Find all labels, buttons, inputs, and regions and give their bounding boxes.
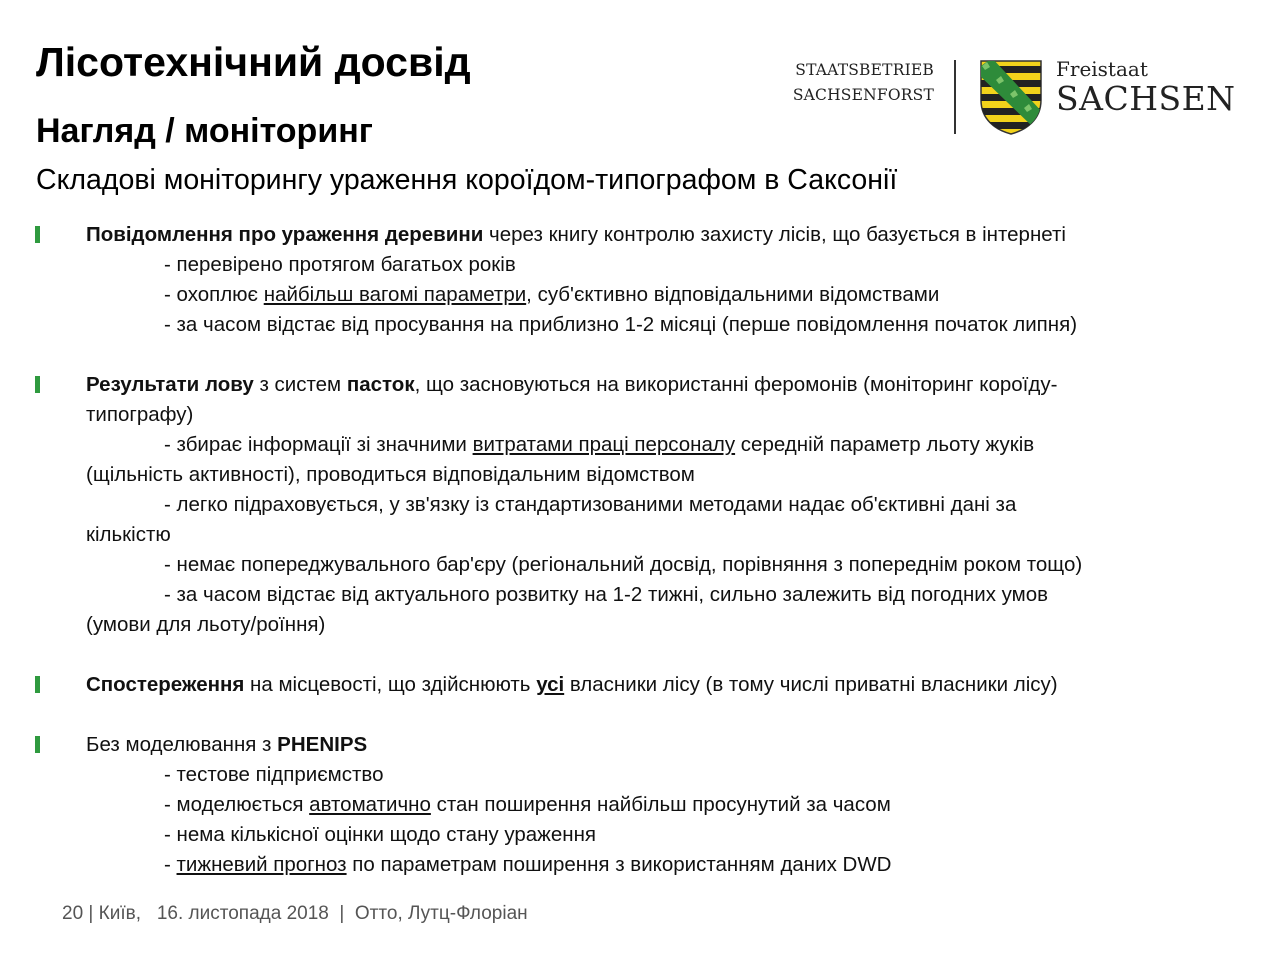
bullet-section-phenips (0, 730, 1280, 880)
bold-text: Повідомлення про ураження деревини (86, 223, 484, 246)
organization-logo-text (778, 58, 934, 108)
section-line (86, 220, 1276, 250)
section-line: - нема кількісної оцінки щодо стану ураження (164, 823, 597, 846)
text: через книгу контролю захисту лісів, що базується в інтернеті (483, 223, 1066, 246)
logo-divider (954, 60, 956, 134)
org-line-2: SACHSENFORST (792, 86, 934, 104)
section-line: - за часом відстає від просування на приблизно 1-2 місяці (перше повідомлення початок липня) (164, 313, 1078, 336)
text: - збирає інформації зі значними (164, 433, 473, 456)
org-line-1: STAATSBETRIEB (795, 61, 934, 79)
slide-content (0, 220, 1280, 880)
section-line: - тестове підприємство (164, 763, 384, 786)
underlined-text: найбільш вагомі параметри (263, 283, 527, 306)
section-line: кількістю (86, 523, 171, 546)
footer-separator: | (334, 903, 355, 924)
bold-text: Спостереження (86, 673, 245, 696)
underlined-text: автоматично (309, 793, 431, 816)
text: власники лісу (в тому числі приватні власники лісу) (564, 673, 1058, 696)
text: , суб'єктивно відповідальними відомствами (526, 283, 940, 306)
text: з систем (253, 373, 347, 396)
footer-place: Київ, (98, 903, 141, 924)
section-line (86, 850, 1276, 880)
section-line: (щільність активності), проводиться відповідальним відомством (86, 463, 695, 486)
footer-author: Отто, Лутц-Флоріан (354, 903, 528, 924)
bullet-marker (35, 676, 40, 693)
slide-subtitle: Нагляд / моніторинг (36, 112, 373, 150)
section-line: - немає попереджувального бар'єру (регіональний досвід, порівняння з попереднім роком тощо) (164, 553, 1083, 576)
bold-underlined-text: усі (536, 673, 565, 696)
slide-lead: Складові моніторингу ураження короїдом-типографом в Саксонії (36, 164, 898, 196)
text: по параметрам поширення з використанням даних DWD (346, 853, 892, 876)
bullet-marker (35, 226, 40, 243)
spacer (0, 700, 1280, 730)
state-big: SACHSEN (1056, 79, 1236, 118)
underlined-text: витратами праці персоналу (472, 433, 736, 456)
bold-text: PHENIPS (277, 733, 368, 756)
text: стан поширення найбільш просунутий за часом (430, 793, 891, 816)
bullet-marker (35, 736, 40, 753)
section-line (86, 370, 1276, 400)
bullet-section-trap-results (0, 370, 1280, 640)
text: , що засновуються на використанні феромонів (моніторинг короїду- (414, 373, 1058, 396)
section-line: - за часом відстає від актуального розвитку на 1-2 тижні, сильно залежить від погодних умов (164, 583, 1049, 606)
section-line (86, 280, 1276, 310)
bullet-section-field-observations (0, 670, 1280, 700)
section-line (86, 730, 1276, 760)
text: - (164, 853, 177, 876)
slide-footer (62, 903, 528, 925)
footer-separator: | (88, 903, 99, 924)
section-line: типографу) (86, 403, 194, 426)
text: на місцевості, що здійснюють (244, 673, 537, 696)
footer-date: 16. листопада 2018 (156, 903, 329, 924)
section-line: - легко підраховується, у зв'язку із стандартизованими методами надає об'єктивні дані за (164, 493, 1017, 516)
state-small: Freistaat (1056, 57, 1148, 81)
bullet-section-damage-reports (0, 220, 1280, 340)
state-logo-text (1056, 57, 1236, 117)
underlined-text: тижневий прогноз (176, 853, 347, 876)
saxony-crest-icon (978, 58, 1044, 136)
text: середній параметр льоту жуків (735, 433, 1035, 456)
spacer (0, 640, 1280, 670)
text: - охоплює (164, 283, 264, 306)
footer-spacing (146, 903, 157, 924)
bold-text: Результати лову (86, 373, 254, 396)
bullet-marker (35, 376, 40, 393)
text: - моделюється (164, 793, 310, 816)
section-line (86, 430, 1276, 460)
page-number: 20 (62, 903, 84, 924)
section-line: (умови для льоту/роїння) (86, 613, 326, 636)
text: Без моделювання з (86, 733, 278, 756)
section-line: - перевірено протягом багатьох років (164, 253, 516, 276)
section-line (86, 670, 1276, 700)
bold-text: пасток (346, 373, 415, 396)
section-line (86, 790, 1276, 820)
spacer (0, 340, 1280, 370)
slide-title: Лісотехнічний досвід (36, 39, 471, 85)
